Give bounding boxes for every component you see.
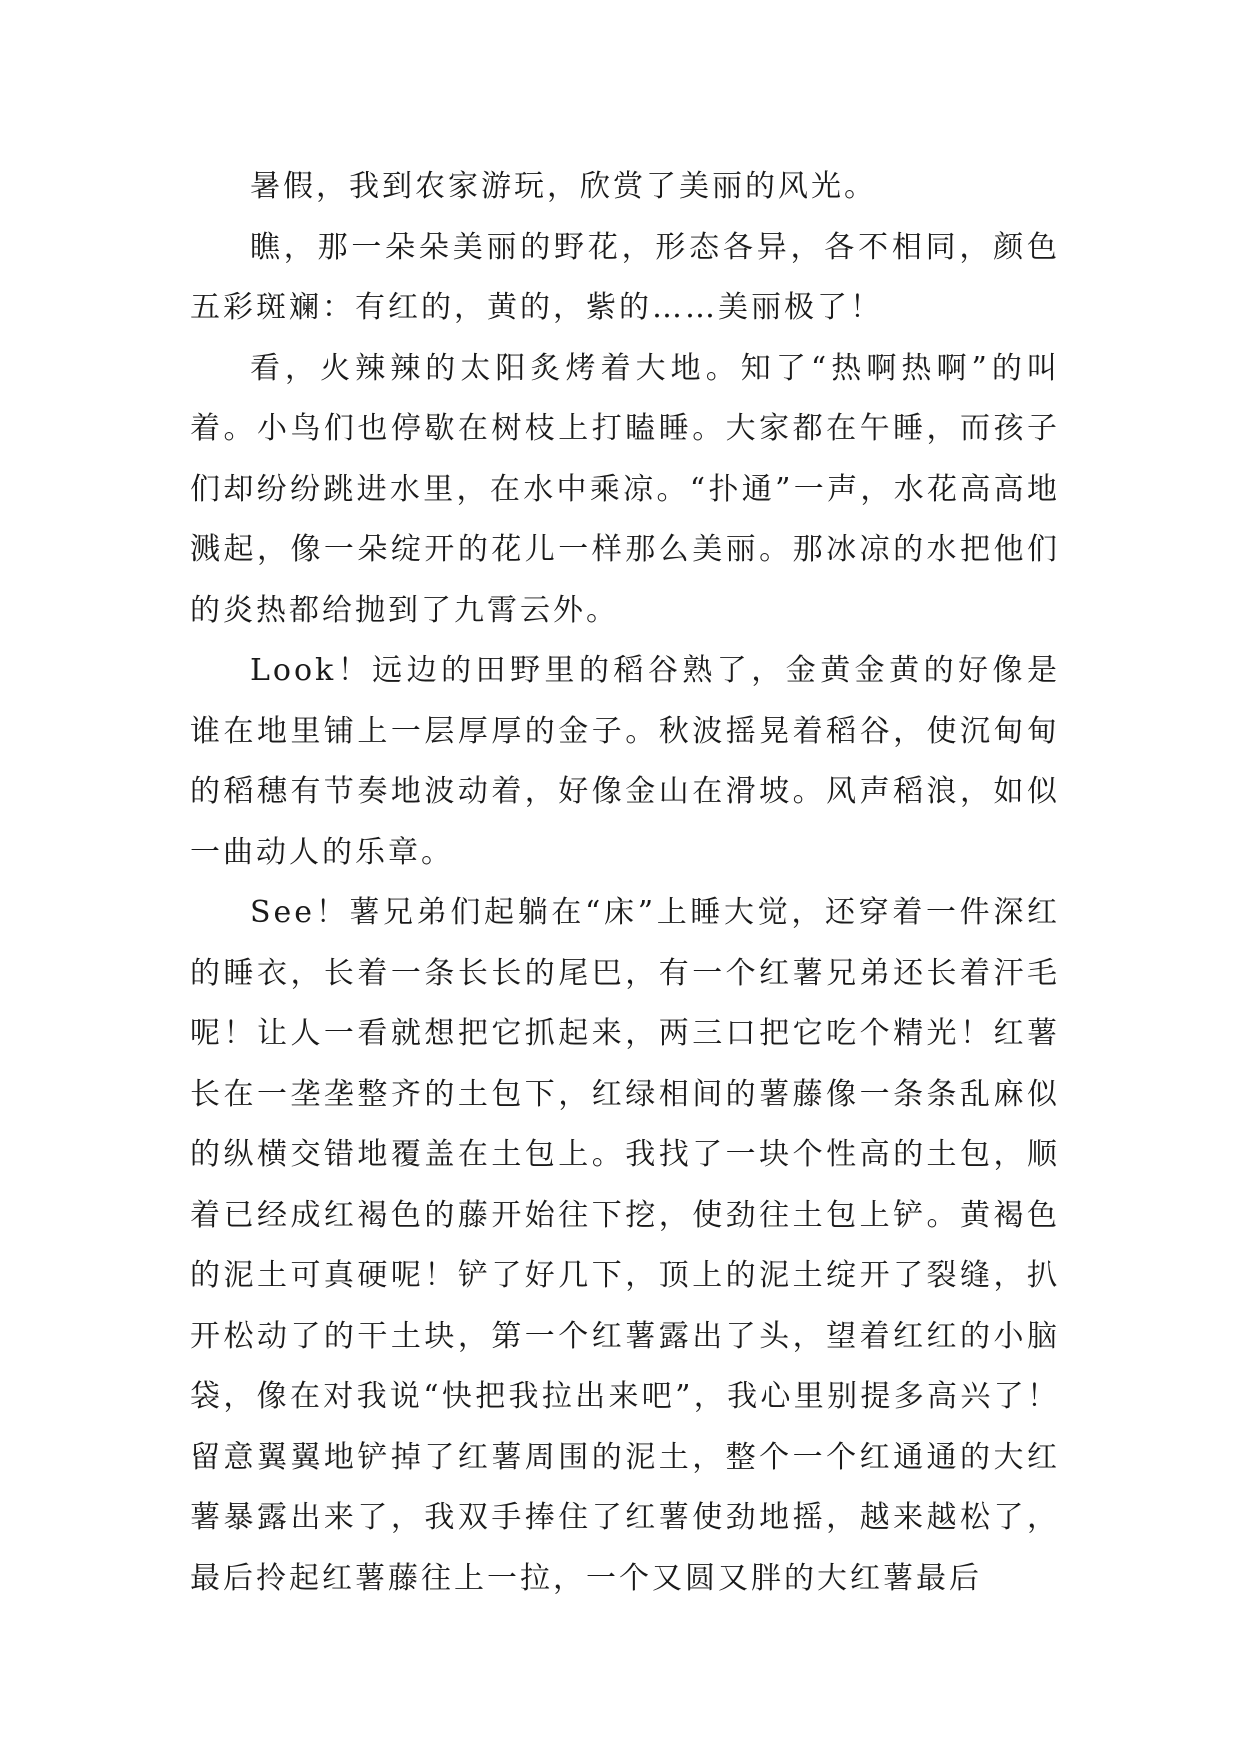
paragraph-2: 瞧，那一朵朵美丽的野花，形态各异，各不相同，颜色五彩斑斓：有红的，黄的，紫的……美丽极了！ <box>190 229 1060 325</box>
paragraph-4: Look！远边的田野里的稻谷熟了，金黄金黄的好像是谁在地里铺上一层厚厚的金子。秋波摇晃着稻谷，使沉甸甸的稻穗有节奏地波动着，好像金山在滑坡。风声稻浪，如似一曲动人的乐章。 <box>190 653 1060 870</box>
essay-body <box>190 157 1060 1609</box>
paragraph-1: 暑假，我到农家游玩，欣赏了美丽的风光。 <box>250 169 877 204</box>
paragraph-3: 看，火辣辣的太阳炙烤着大地。知了“热啊热啊”的叫着。小鸟们也停歇在树枝上打瞌睡。大家都在午睡，而孩子们却纷纷跳进水里，在水中乘凉。“扑通”一声，水花高高地溅起，像一朵绽开的花儿一样那么美丽。那冰凉的水把他们的炎热都给抛到了九霄云外。 <box>190 350 1060 628</box>
paragraph-5: See！薯兄弟们起躺在“床”上睡大觉，还穿着一件深红的睡衣，长着一条长长的尾巴，有一个红薯兄弟还长着汗毛呢！让人一看就想把它抓起来，两三口把它吃个精光！红薯长在一垄垄整齐的土包下，红绿相间的薯藤像一条条乱麻似的纵横交错地覆盖在土包上。我找了一块个性高的土包，顺着已经成红褐色的藤开始往下挖，使劲往土包上铲。黄褐色的泥土可真硬呢！铲了好几下，顶上的泥土绽开了裂缝，扒开松动了的干土块，第一个红薯露出了头，望着红红的小脑袋，像在对我说“快把我拉出来吧”，我心里别提多高兴了！留意翼翼地铲掉了红薯周围的泥土，整个一个红通通的大红薯暴露出来了，我双手捧住了红薯使劲地摇，越来越松了，最后拎起红薯藤往上一拉，一个又圆又胖的大红薯最后 <box>190 895 1060 1596</box>
